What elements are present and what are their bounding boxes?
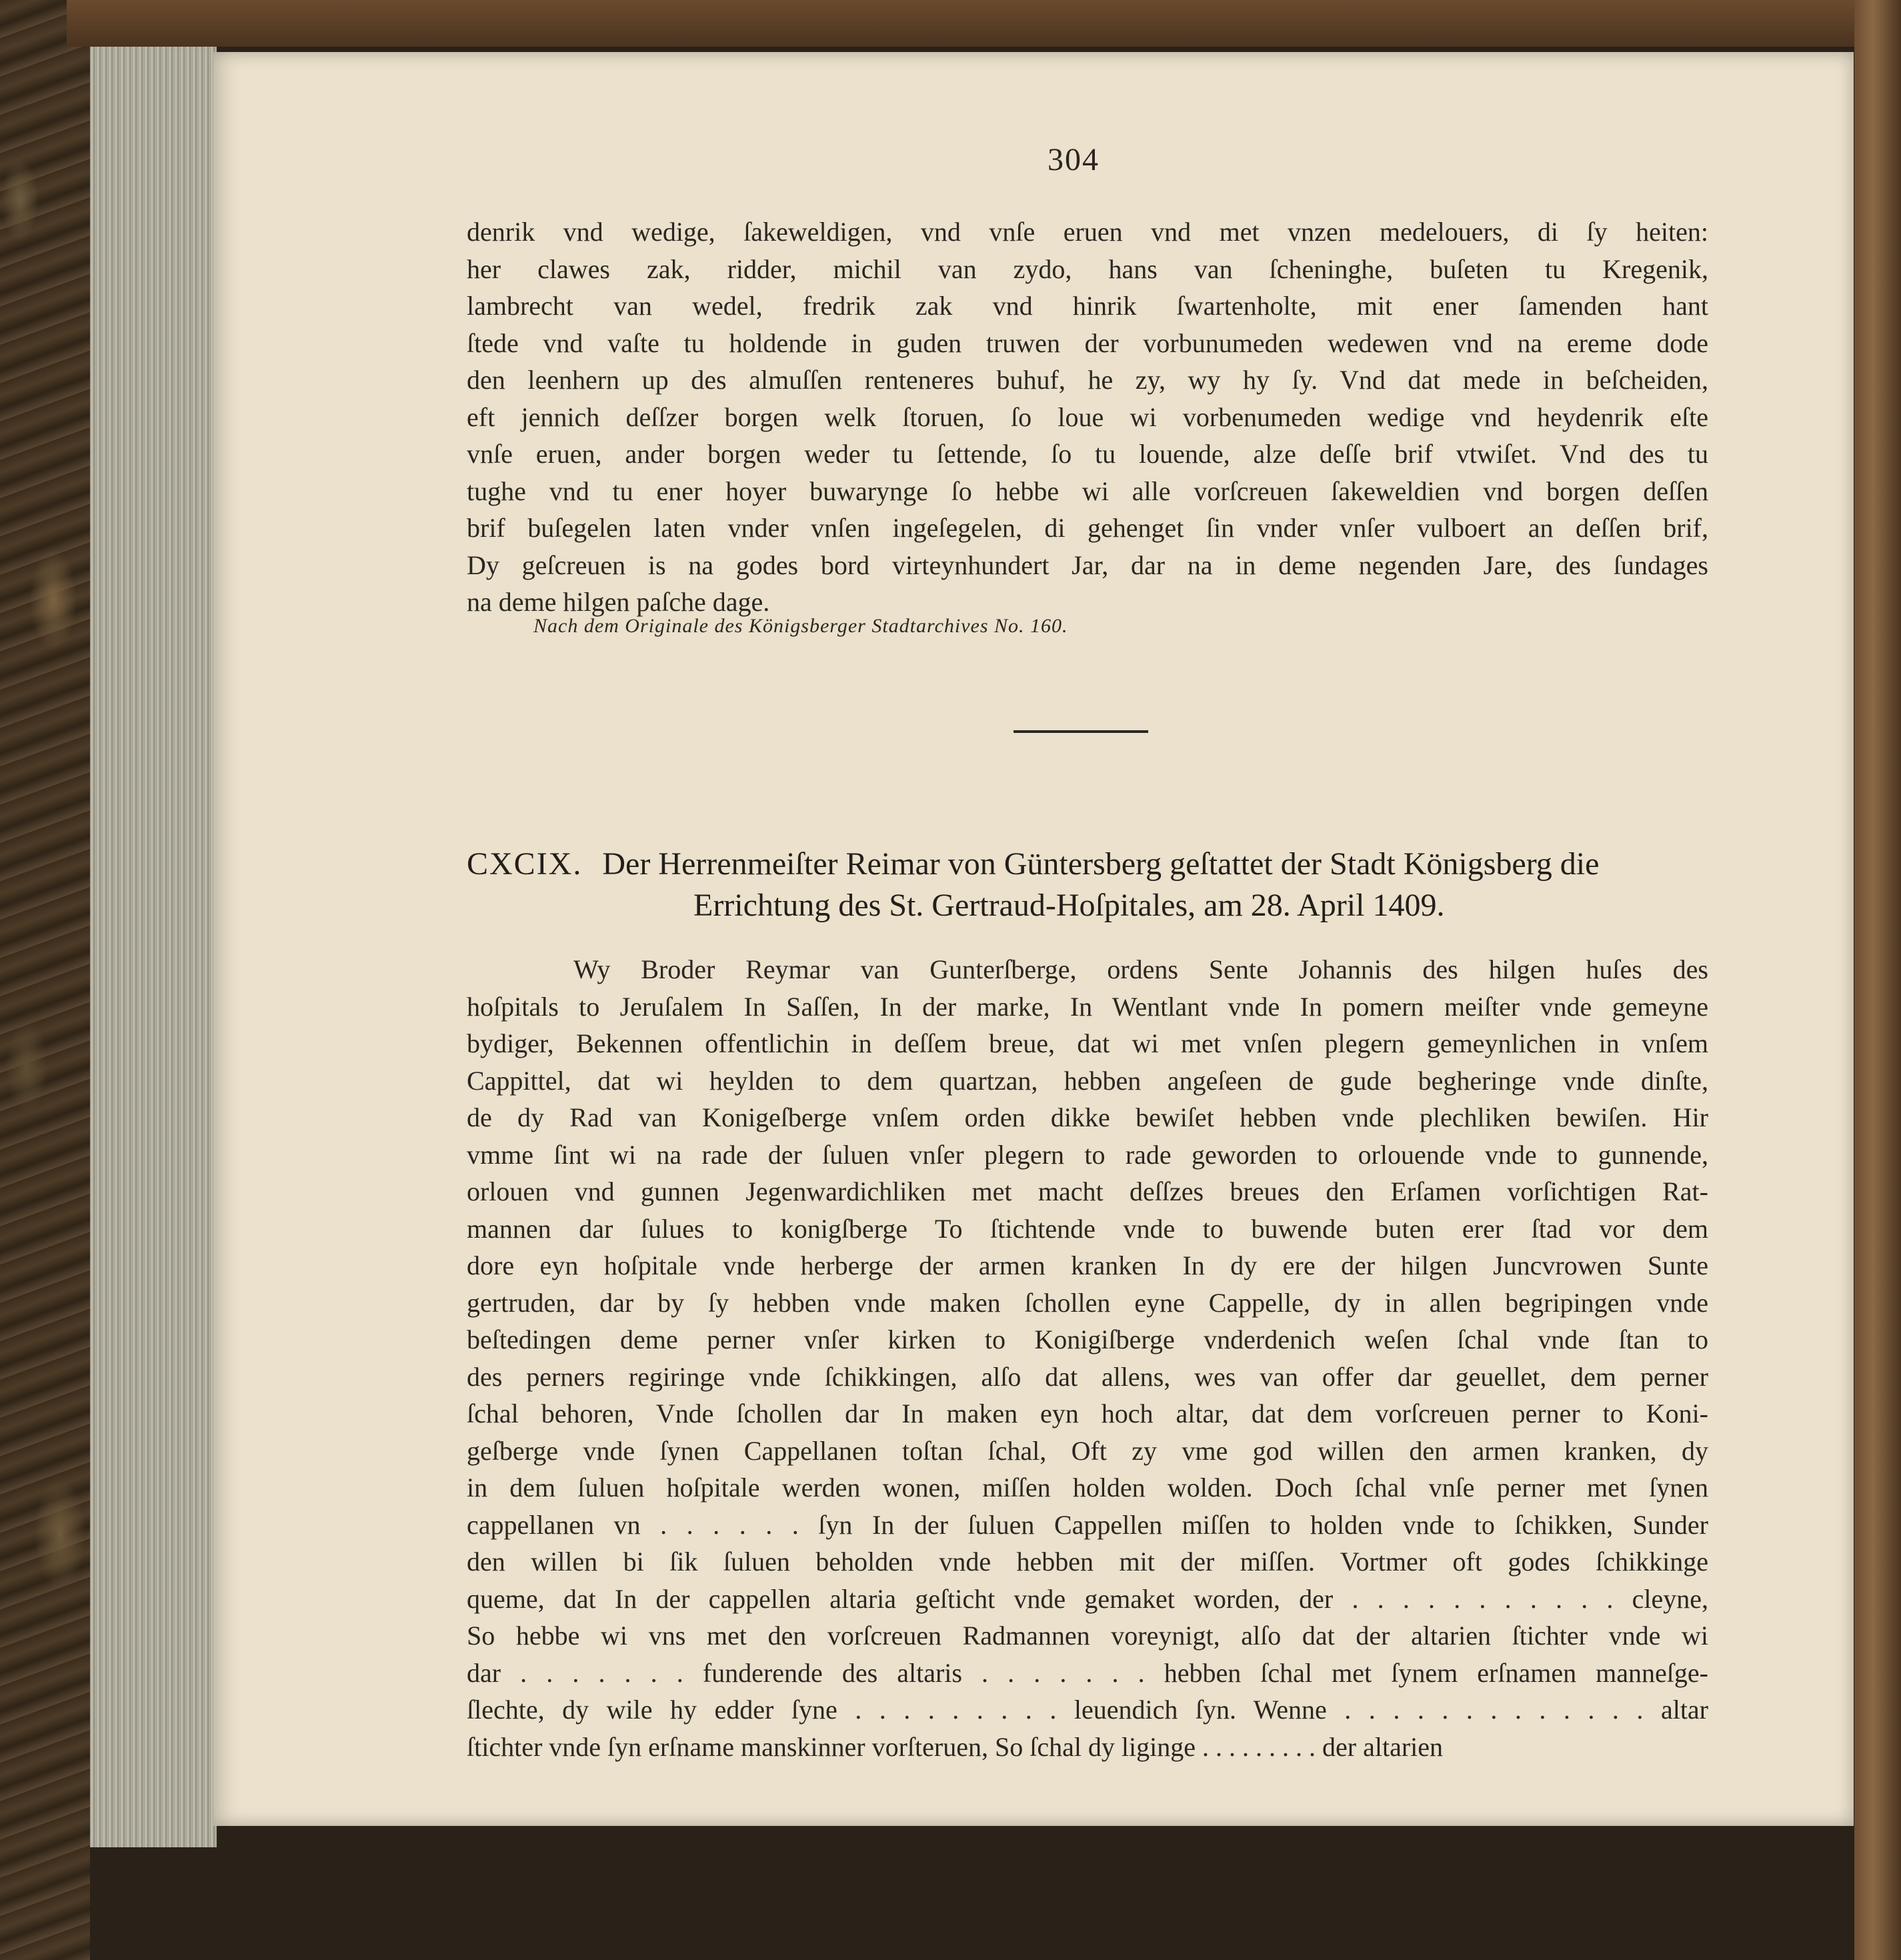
text-block-continuation (467, 213, 1708, 621)
text-line: in dem ſuluen hoſpitale werden wonen, miſſen holden wolden. Doch ſchal vnſe perner met ſynen (467, 1473, 1708, 1503)
text-line: vmme ſint wi na rade der ſuluen vnſer plegern to rade geworden to orlouende vnde to gunnende, (467, 1139, 1708, 1170)
text-line: ſtede vnd vaſte tu holdende in guden truwen der vorbunumeden wedewen vnd na ereme dode (467, 327, 1708, 358)
book-cover-top (67, 0, 1901, 47)
text-line: cappellanen vn . . . . . . ſyn In der ſuluen Cappellen miſſen to holden vnde to ſchikken, Sunder (467, 1509, 1708, 1540)
section-divider (1014, 730, 1148, 733)
text-line: den willen bi ſik ſuluen beholden vnde hebben mit der miſſen. Vortmer oft godes ſchikkinge (467, 1547, 1708, 1577)
text-line: geſberge vnde ſynen Cappellanen toſtan ſchal, Oft zy vme god willen den armen kranken, dy (467, 1435, 1708, 1466)
text-block-document (467, 951, 1708, 1765)
text-line: hoſpitals to Jeruſalem In Saſſen, In der marke, In Wentlant vnde In pomern meiſter vnde gemeyne (467, 991, 1708, 1022)
text-line: de dy Rad van Konigeſberge vnſem orden dikke bewiſet hebben vnde plechliken bewiſen. Hir (467, 1102, 1708, 1132)
text-line: dore eyn hoſpitale vnde herberge der armen kranken In dy ere der hilgen Juncvrowen Sunte (467, 1250, 1708, 1280)
text-line: denrik vnd wedige, ſakeweldigen, vnd vnſe eruen vnd met vnzen medelouers, di ſy heiten: (467, 217, 1708, 247)
text-line: Dy geſcreuen is na godes bord virteynhundert Jar, dar na in deme negenden Jare, des ſundages (467, 550, 1708, 580)
source-note: Nach dem Originale des Königsberger Stadtarchives No. 160. (533, 615, 1068, 637)
text-line: ſchal behoren, Vnde ſchollen dar In maken eyn hoch altar, dat dem vorſcreuen perner to Koni- (467, 1398, 1708, 1428)
heading-title-part-1: Der Herrenmeiſter Reimar von Güntersberg geſtattet der Stadt Königsberg die (602, 846, 1600, 882)
book-cover-left (0, 0, 90, 1960)
page-edges (90, 47, 217, 1847)
text-line: bydiger, Bekennen offentlichin in deſſem breue, dat wi met vnſen plegern gemeynlichen in vnſem (467, 1028, 1708, 1058)
book-cover-right (1854, 0, 1901, 1960)
text-line: vnſe eruen, ander borgen weder tu ſettende, ſo tu louende, alze deſſe brif vtwiſet. Vnd des tu (467, 439, 1708, 469)
section-heading (467, 844, 1708, 926)
text-line: des perners regiringe vnde ſchikkingen, alſo dat allens, wes van offer dar geuellet, dem perner (467, 1361, 1708, 1392)
heading-line-2: Errichtung des St. Gertraud-Hoſpitales, am 28. April 1409. (693, 888, 1445, 923)
text-line: So hebbe wi vns met den vorſcreuen Radmannen voreynigt, alſo dat der altarien ſtichter vnde wi (467, 1621, 1708, 1651)
text-line: brif buſegelen laten vnder vnſen ingeſegelen, di gehenget ſin vnder vnſer vulboert an deſſen brif, (467, 513, 1708, 543)
text-line: queme, dat In der cappellen altaria geſticht vnde gemaket worden, der . . . . . . . . . . . cleyne, (467, 1583, 1708, 1614)
text-line: tughe vnd tu ener hoyer buwarynge ſo hebbe wi alle vorſcreuen ſakeweldien vnd borgen deſſen (467, 475, 1708, 506)
text-line: beſtedingen deme perner vnſer kirken to Konigiſberge vnderdenich weſen ſchal vnde ſtan to (467, 1324, 1708, 1354)
text-line: Cappittel, dat wi heylden to dem quartzan, hebben angeſeen de gude begheringe vnde dinſte, (467, 1065, 1708, 1096)
page-number: 304 (1048, 142, 1100, 177)
text-line: gertruden, dar by ſy hebben vnde maken ſchollen eyne Cappelle, dy in allen begripingen vnde (467, 1287, 1708, 1318)
text-line: ſlechte, dy wile hy edder ſyne . . . . . . . . . leuendich ſyn. Wenne . . . . . . . . . . . . . altar (467, 1695, 1708, 1725)
text-line: her clawes zak, ridder, michil van zydo, hans van ſcheninghe, buſeten tu Kregenik, (467, 253, 1708, 284)
text-line: ſtichter vnde ſyn erſname manskinner vorſteruen, So ſchal dy liginge . . . . . . . . . der altarien (467, 1731, 1444, 1762)
text-line: eft jennich deſſzer borgen welk ſtoruen, ſo loue wi vorbenumeden wedige vnd heydenrik eſte (467, 401, 1708, 432)
text-line: orlouen vnd gunnen Jegenwardichliken met macht deſſzes breues den Erſamen vorſichtigen Rat- (467, 1176, 1708, 1206)
text-line: dar . . . . . . . funderende des altaris . . . . . . . hebben ſchal met ſynem erſnamen manneſge- (467, 1657, 1708, 1688)
heading-roman-numeral: CXCIX. (467, 846, 583, 882)
text-line: den leenhern up des almuſſen renteneres buhuf, he zy, wy hy ſy. Vnd dat mede in beſcheiden, (467, 365, 1708, 395)
text-line: lambrecht van wedel, fredrik zak vnd hinrik ſwartenholte, mit ener ſamenden hant (467, 291, 1708, 321)
text-line: Wy Broder Reymar van Gunterſberge, ordens Sente Johannis des hilgen huſes des (573, 954, 1708, 984)
heading-line-1 (467, 844, 1708, 885)
text-line: mannen dar ſulues to konigſberge To ſtichtende vnde to buwende buten erer ſtad vor dem (467, 1213, 1708, 1244)
text-line: na deme hilgen paſche dage. (467, 587, 770, 617)
